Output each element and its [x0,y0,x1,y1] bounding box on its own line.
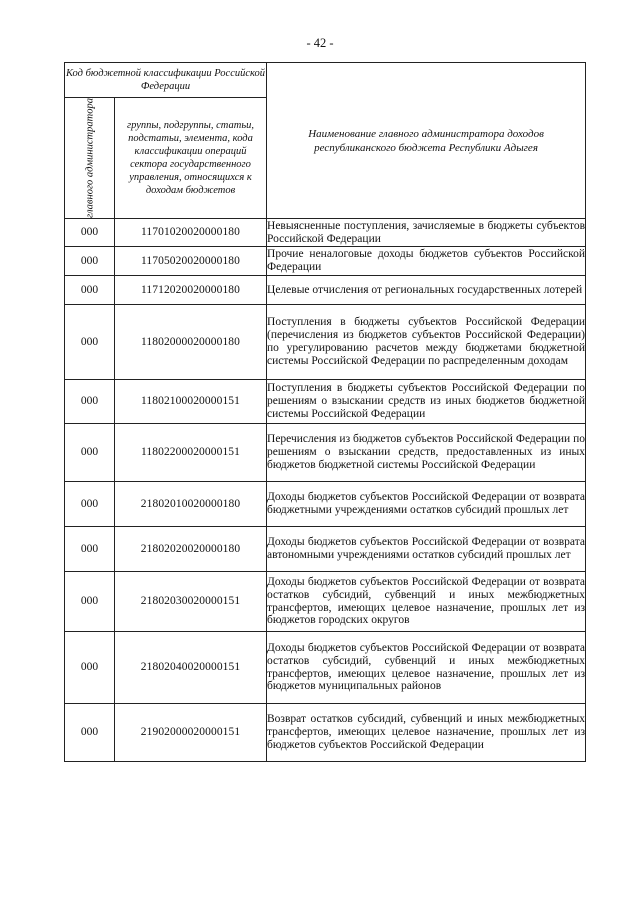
admin-code-cell: 000 [65,482,115,527]
classification-code-cell: 21802040020000151 [115,632,267,704]
description-cell: Доходы бюджетов субъектов Российской Федерации от возврата остатков субсидий, субвенций и иных межбюджетных трансфертов, имеющих целевое назначение, прошлых лет из бюджетов муниципальных районов [267,632,586,704]
description-cell: Целевые отчисления от региональных государственных лотерей [267,276,586,305]
admin-code-cell: 000 [65,219,115,247]
description-cell: Перечисления из бюджетов субъектов Российской Федерации по решениям о взыскании средств, предоставленных из иных бюджетов бюджетной системы Российской Федерации [267,424,586,482]
table-row [65,305,586,380]
classification-code-cell: 21802010020000180 [115,482,267,527]
table-row [65,247,586,276]
description-cell: Поступления в бюджеты субъектов Российской Федерации по решениям о взыскании средств из иных бюджетов бюджетной системы Российской Федерации [267,380,586,424]
table-row [65,482,586,527]
description-cell: Невыясненные поступления, зачисляемые в бюджеты субъектов Российской Федерации [267,219,586,245]
header-main-administrator-label: главного администратора [84,98,95,218]
admin-code-cell: 000 [65,276,115,305]
admin-code-cell: 000 [65,305,115,380]
description-cell: Прочие неналоговые доходы бюджетов субъектов Российской Федерации [267,247,586,276]
description-cell: Доходы бюджетов субъектов Российской Федерации от возврата остатков субсидий, субвенций и иных межбюджетных трансфертов, имеющих целевое назначение, прошлых лет из бюджетов городских округов [267,572,586,632]
classification-code-cell: 11802100020000151 [115,380,267,424]
table-row [65,276,586,305]
classification-code-cell: 21802030020000151 [115,572,267,632]
classification-code-cell: 11705020020000180 [115,247,267,276]
classification-code-cell: 11712020020000180 [115,276,267,305]
header-administrator-name: Наименование главного администратора доходов республиканского бюджета Республики Адыгея [267,63,586,219]
classification-code-cell: 11802200020000151 [115,424,267,482]
header-groups-subgroups: группы, подгруппы, статьи, подстатьи, элемента, кода классификации операций сектора государственного управления, относящихся к доходам бюджетов [115,98,267,219]
table-row [65,527,586,572]
header-main-administrator [65,98,115,219]
budget-classification-table [64,62,586,762]
admin-code-cell: 000 [65,380,115,424]
table-row [65,380,586,424]
header-classification-code: Код бюджетной классификации Российской Федерации [65,63,267,98]
description-cell: Доходы бюджетов субъектов Российской Федерации от возврата автономными учреждениями остатков субсидий прошлых лет [267,527,586,572]
table-row [65,219,586,247]
table-row [65,572,586,632]
admin-code-cell: 000 [65,632,115,704]
admin-code-cell: 000 [65,572,115,632]
description-cell: Поступления в бюджеты субъектов Российской Федерации (перечисления из бюджетов субъектов Российской Федерации) по урегулированию расчетов между бюджетами бюджетной системы Российской Федерации по распределенным доходам [267,305,586,380]
classification-code-cell: 11701020020000180 [115,219,267,247]
header-row-top [65,63,586,98]
admin-code-cell: 000 [65,704,115,762]
table-row [65,424,586,482]
description-cell: Возврат остатков субсидий, субвенций и иных межбюджетных трансфертов, имеющих целевое назначение, прошлых лет из бюджетов субъектов Российской Федерации [267,704,586,762]
page-number: - 42 - [306,36,334,50]
admin-code-cell: 000 [65,247,115,276]
table-row [65,704,586,762]
classification-code-cell: 21802020020000180 [115,527,267,572]
table-row [65,632,586,704]
classification-code-cell: 21902000020000151 [115,704,267,762]
admin-code-cell: 000 [65,527,115,572]
classification-code-cell: 11802000020000180 [115,305,267,380]
description-cell: Доходы бюджетов субъектов Российской Федерации от возврата бюджетными учреждениями остатков субсидий прошлых лет [267,482,586,527]
admin-code-cell: 000 [65,424,115,482]
